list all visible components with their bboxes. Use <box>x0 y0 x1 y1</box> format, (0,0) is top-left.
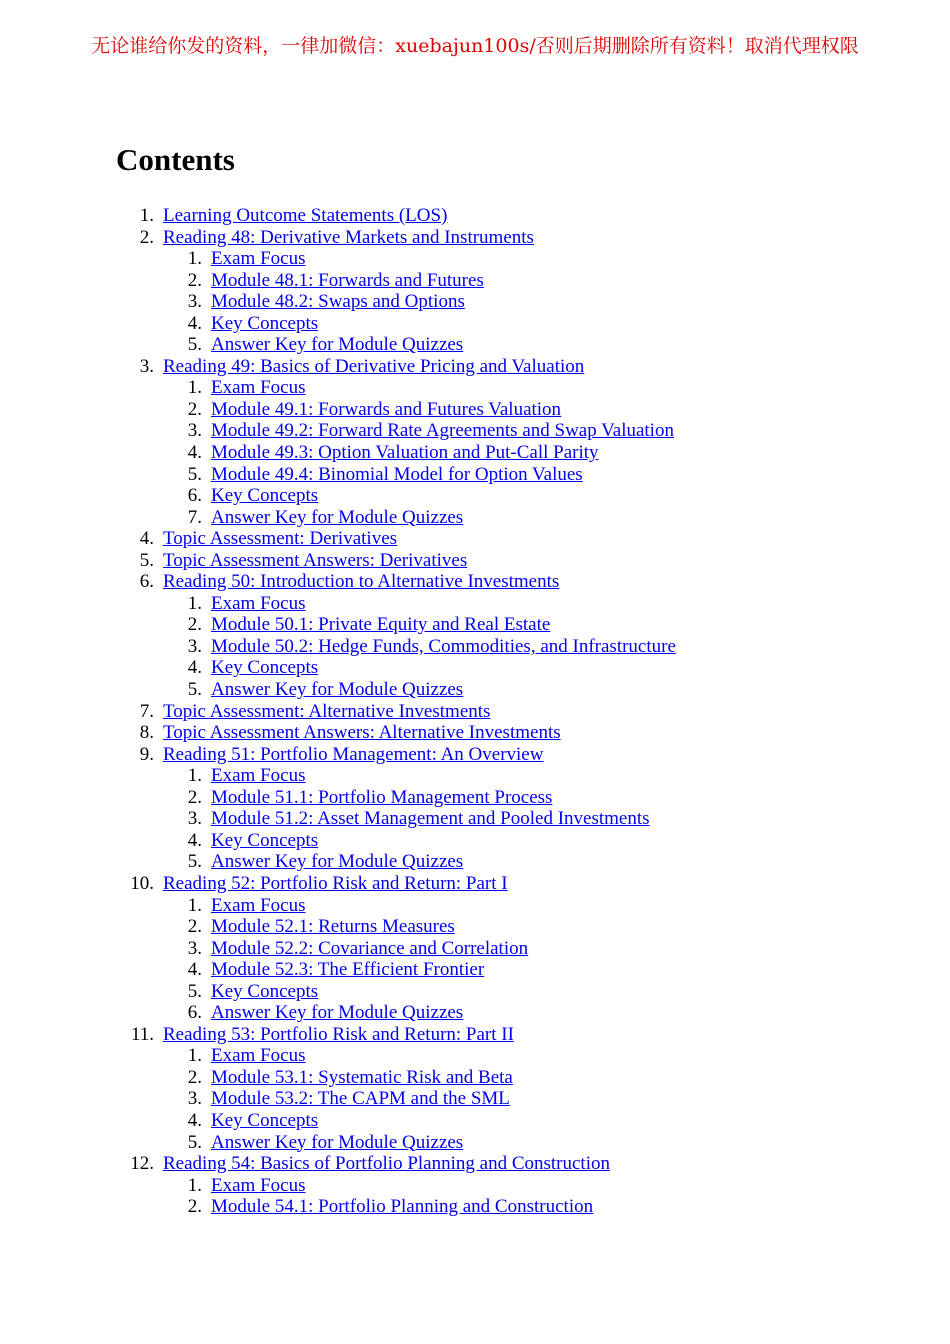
toc-subrow <box>0 1196 950 1218</box>
toc-sublist <box>0 1045 950 1153</box>
toc-subitem-number: 3. <box>187 937 202 959</box>
toc-subrow <box>0 938 950 960</box>
toc-item <box>0 1024 950 1153</box>
toc-subrow <box>0 808 950 830</box>
toc-subitem <box>0 916 950 938</box>
toc-item <box>0 1153 950 1218</box>
toc-subitem <box>0 377 950 399</box>
toc-item-number: 5. <box>139 549 154 571</box>
toc-sublink[interactable]: Module 48.2: Swaps and Options <box>211 291 465 313</box>
toc-subrow <box>0 485 950 507</box>
toc-subrow <box>0 1110 950 1132</box>
toc-subrow <box>0 765 950 787</box>
toc-subrow <box>0 593 950 615</box>
toc-subitem <box>0 657 950 679</box>
toc-subitem <box>0 399 950 421</box>
toc-subrow <box>0 377 950 399</box>
toc-subitem-number: 6. <box>187 485 202 507</box>
toc-subrow <box>0 830 950 852</box>
toc-item <box>0 873 950 1024</box>
toc-subitem <box>0 959 950 981</box>
toc-link[interactable]: Reading 50: Introduction to Alternative Investments <box>163 571 560 593</box>
toc-subitem <box>0 420 950 442</box>
toc-subitem <box>0 1045 950 1067</box>
toc-link[interactable]: Reading 51: Portfolio Management: An Overview <box>163 743 544 765</box>
toc-subitem <box>0 334 950 356</box>
toc-subitem-number: 1. <box>187 592 202 614</box>
toc-item-number: 10. <box>130 872 154 894</box>
page-title: Contents <box>116 142 235 177</box>
toc-subitem-number: 3. <box>187 291 202 313</box>
toc-subrow <box>0 895 950 917</box>
toc-subrow <box>0 851 950 873</box>
toc-sublist <box>0 895 950 1024</box>
toc-item-number: 7. <box>139 700 154 722</box>
toc-sublink[interactable]: Exam Focus <box>211 248 306 270</box>
toc-subitem <box>0 442 950 464</box>
toc-subitem-number: 3. <box>187 420 202 442</box>
toc-subrow <box>0 1067 950 1089</box>
toc-sublink[interactable]: Key Concepts <box>211 657 319 679</box>
toc-sublink[interactable]: Key Concepts <box>211 312 319 334</box>
toc-subitem-number: 2. <box>187 916 202 938</box>
toc-item <box>0 227 950 356</box>
toc-sublist <box>0 593 950 701</box>
toc-subitem-number: 3. <box>187 1088 202 1110</box>
toc-sublink[interactable]: Module 53.2: The CAPM and the SML <box>211 1088 510 1110</box>
toc-sublink[interactable]: Key Concepts <box>211 980 319 1002</box>
toc-sublink[interactable]: Exam Focus <box>211 592 306 614</box>
toc-subitem <box>0 765 950 787</box>
toc-subitem-number: 4. <box>187 657 202 679</box>
toc-subitem <box>0 614 950 636</box>
toc-item-number: 3. <box>139 355 154 377</box>
toc-sublink[interactable]: Answer Key for Module Quizzes <box>211 851 464 873</box>
toc-subitem-number: 4. <box>187 1109 202 1131</box>
toc-item-number: 2. <box>139 226 154 248</box>
toc-subrow <box>0 442 950 464</box>
toc-subrow <box>0 916 950 938</box>
toc-sublist <box>0 248 950 356</box>
toc-sublink[interactable]: Answer Key for Module Quizzes <box>211 1131 464 1153</box>
toc-subitem-number: 7. <box>187 506 202 528</box>
toc-subitem <box>0 1002 950 1024</box>
toc-sublink[interactable]: Module 52.1: Returns Measures <box>211 916 455 938</box>
toc-subitem <box>0 1132 950 1154</box>
toc-sublink[interactable]: Module 48.1: Forwards and Futures <box>211 269 484 291</box>
toc-subitem-number: 5. <box>187 679 202 701</box>
toc-item-number: 12. <box>130 1153 154 1175</box>
toc-subitem <box>0 593 950 615</box>
toc-sublink[interactable]: Module 50.1: Private Equity and Real Estate <box>211 614 551 636</box>
toc-subitem <box>0 1088 950 1110</box>
toc-subrow <box>0 614 950 636</box>
toc-subitem-number: 1. <box>187 765 202 787</box>
toc-subitem-number: 5. <box>187 851 202 873</box>
toc-link[interactable]: Topic Assessment: Derivatives <box>163 528 398 550</box>
toc-subitem-number: 1. <box>187 1174 202 1196</box>
toc-sublink[interactable]: Module 52.3: The Efficient Frontier <box>211 959 485 981</box>
toc-subitem <box>0 830 950 852</box>
toc-sublink[interactable]: Key Concepts <box>211 485 319 507</box>
toc-subrow <box>0 507 950 529</box>
toc-subitem <box>0 808 950 830</box>
toc-sublink[interactable]: Module 50.2: Hedge Funds, Commodities, and Infrastructure <box>211 635 676 657</box>
toc-sublink[interactable]: Module 53.1: Systematic Risk and Beta <box>211 1066 513 1088</box>
toc-subrow <box>0 420 950 442</box>
toc-item-number: 11. <box>130 1023 154 1045</box>
toc-subrow <box>0 657 950 679</box>
toc-link[interactable]: Reading 54: Basics of Portfolio Planning and Construction <box>163 1153 610 1175</box>
toc-subitem-number: 1. <box>187 894 202 916</box>
toc-subrow <box>0 291 950 313</box>
toc-row <box>0 571 950 593</box>
toc-subitem-number: 2. <box>187 614 202 636</box>
toc-subrow <box>0 464 950 486</box>
toc-subitem <box>0 851 950 873</box>
toc-link[interactable]: Topic Assessment: Alternative Investments <box>163 700 491 722</box>
toc-subitem-number: 2. <box>187 398 202 420</box>
toc-subitem <box>0 313 950 335</box>
toc-subitem <box>0 291 950 313</box>
toc-subitem-number: 5. <box>187 1131 202 1153</box>
toc-sublink[interactable]: Exam Focus <box>211 894 306 916</box>
toc-row <box>0 722 950 744</box>
toc-item <box>0 701 950 723</box>
toc-sublink[interactable]: Exam Focus <box>211 377 306 399</box>
toc-row <box>0 1024 950 1046</box>
toc-subitem-number: 1. <box>187 377 202 399</box>
toc-item <box>0 722 950 744</box>
toc-sublink[interactable]: Answer Key for Module Quizzes <box>211 506 464 528</box>
toc-sublink[interactable]: Module 52.2: Covariance and Correlation <box>211 937 529 959</box>
toc-row <box>0 550 950 572</box>
toc-subrow <box>0 1002 950 1024</box>
toc-item-number: 4. <box>139 528 154 550</box>
toc-link[interactable]: Reading 53: Portfolio Risk and Return: Part II <box>163 1023 514 1045</box>
toc-sublink[interactable]: Module 49.3: Option Valuation and Put-Call Parity <box>211 442 599 464</box>
toc-link[interactable]: Reading 48: Derivative Markets and Instruments <box>163 226 534 248</box>
toc-sublink[interactable]: Key Concepts <box>211 1109 319 1131</box>
toc-subitem-number: 4. <box>187 312 202 334</box>
toc-subitem <box>0 464 950 486</box>
toc-subitem-number: 3. <box>187 635 202 657</box>
toc-sublist <box>0 1175 950 1218</box>
toc-item <box>0 205 950 227</box>
toc-subitem <box>0 270 950 292</box>
toc-sublink[interactable]: Module 54.1: Portfolio Planning and Construction <box>211 1196 594 1218</box>
toc-subitem <box>0 938 950 960</box>
toc-subitem-number: 1. <box>187 1045 202 1067</box>
toc-link[interactable]: Reading 49: Basics of Derivative Pricing and Valuation <box>163 355 585 377</box>
toc-subitem-number: 4. <box>187 829 202 851</box>
toc-subitem <box>0 507 950 529</box>
toc-subrow <box>0 636 950 658</box>
toc-subrow <box>0 1088 950 1110</box>
toc-item-number: 6. <box>139 571 154 593</box>
toc-subitem-number: 2. <box>187 1066 202 1088</box>
toc-row <box>0 528 950 550</box>
toc-subrow <box>0 313 950 335</box>
toc-row <box>0 1153 950 1175</box>
toc-subitem-number: 2. <box>187 786 202 808</box>
toc-sublink[interactable]: Module 51.2: Asset Management and Pooled Investments <box>211 808 650 830</box>
toc-sublink[interactable]: Key Concepts <box>211 829 319 851</box>
toc-subitem <box>0 1175 950 1197</box>
toc-subrow <box>0 1132 950 1154</box>
toc-subitem <box>0 636 950 658</box>
toc-subitem-number: 2. <box>187 269 202 291</box>
toc-link[interactable]: Topic Assessment Answers: Alternative Investments <box>163 722 561 744</box>
toc-subitem-number: 5. <box>187 334 202 356</box>
toc-subitem <box>0 679 950 701</box>
toc-item <box>0 528 950 550</box>
toc-link[interactable]: Topic Assessment Answers: Derivatives <box>163 549 468 571</box>
toc-item-number: 9. <box>139 743 154 765</box>
toc-subrow <box>0 270 950 292</box>
table-of-contents <box>0 205 950 1218</box>
toc-subitem <box>0 485 950 507</box>
toc-row <box>0 873 950 895</box>
toc-sublink[interactable]: Module 49.1: Forwards and Futures Valuation <box>211 398 562 420</box>
toc-subrow <box>0 787 950 809</box>
toc-item <box>0 744 950 873</box>
toc-subitem <box>0 895 950 917</box>
toc-sublist <box>0 377 950 528</box>
toc-sublink[interactable]: Answer Key for Module Quizzes <box>211 679 464 701</box>
toc-subrow <box>0 1045 950 1067</box>
toc-subitem-number: 5. <box>187 980 202 1002</box>
toc-subitem <box>0 1196 950 1218</box>
toc-subitem-number: 3. <box>187 808 202 830</box>
toc-sublink[interactable]: Module 51.1: Portfolio Management Process <box>211 786 553 808</box>
toc-row <box>0 356 950 378</box>
toc-row <box>0 227 950 249</box>
toc-row <box>0 744 950 766</box>
toc-subitem-number: 4. <box>187 442 202 464</box>
toc-sublink[interactable]: Exam Focus <box>211 765 306 787</box>
toc-sublink[interactable]: Module 49.2: Forward Rate Agreements and Swap Valuation <box>211 420 674 442</box>
toc-subrow <box>0 1175 950 1197</box>
toc-link[interactable]: Reading 52: Portfolio Risk and Return: Part I <box>163 872 508 894</box>
toc-subrow <box>0 399 950 421</box>
toc-item <box>0 550 950 572</box>
toc-item <box>0 571 950 700</box>
toc-subrow <box>0 679 950 701</box>
watermark-banner: 无论谁给你发的资料，一律加微信：xuebajun100s/否则后期删除所有资料！取消代理权限 <box>91 35 859 57</box>
toc-row <box>0 205 950 227</box>
toc-row <box>0 701 950 723</box>
toc-sublist <box>0 765 950 873</box>
toc-subrow <box>0 959 950 981</box>
toc-item-number: 1. <box>139 205 154 226</box>
toc-subitem-number: 4. <box>187 959 202 981</box>
toc-sublink[interactable]: Answer Key for Module Quizzes <box>211 1002 464 1024</box>
toc-item-number: 8. <box>139 722 154 744</box>
toc-subitem-number: 1. <box>187 248 202 270</box>
toc-link[interactable]: Learning Outcome Statements (LOS) <box>163 205 448 226</box>
toc-item <box>0 356 950 528</box>
toc-subrow <box>0 981 950 1003</box>
toc-subitem-number: 5. <box>187 463 202 485</box>
toc-sublink[interactable]: Module 49.4: Binomial Model for Option Values <box>211 463 583 485</box>
toc-subrow <box>0 334 950 356</box>
toc-sublink[interactable]: Answer Key for Module Quizzes <box>211 334 464 356</box>
toc-subitem <box>0 248 950 270</box>
toc-subitem <box>0 1067 950 1089</box>
toc-subrow <box>0 248 950 270</box>
toc-subitem <box>0 1110 950 1132</box>
toc-subitem <box>0 787 950 809</box>
toc-subitem-number: 6. <box>187 1002 202 1024</box>
toc-subitem-number: 2. <box>187 1196 202 1218</box>
toc-sublink[interactable]: Exam Focus <box>211 1174 306 1196</box>
toc-sublink[interactable]: Exam Focus <box>211 1045 306 1067</box>
toc-subitem <box>0 981 950 1003</box>
